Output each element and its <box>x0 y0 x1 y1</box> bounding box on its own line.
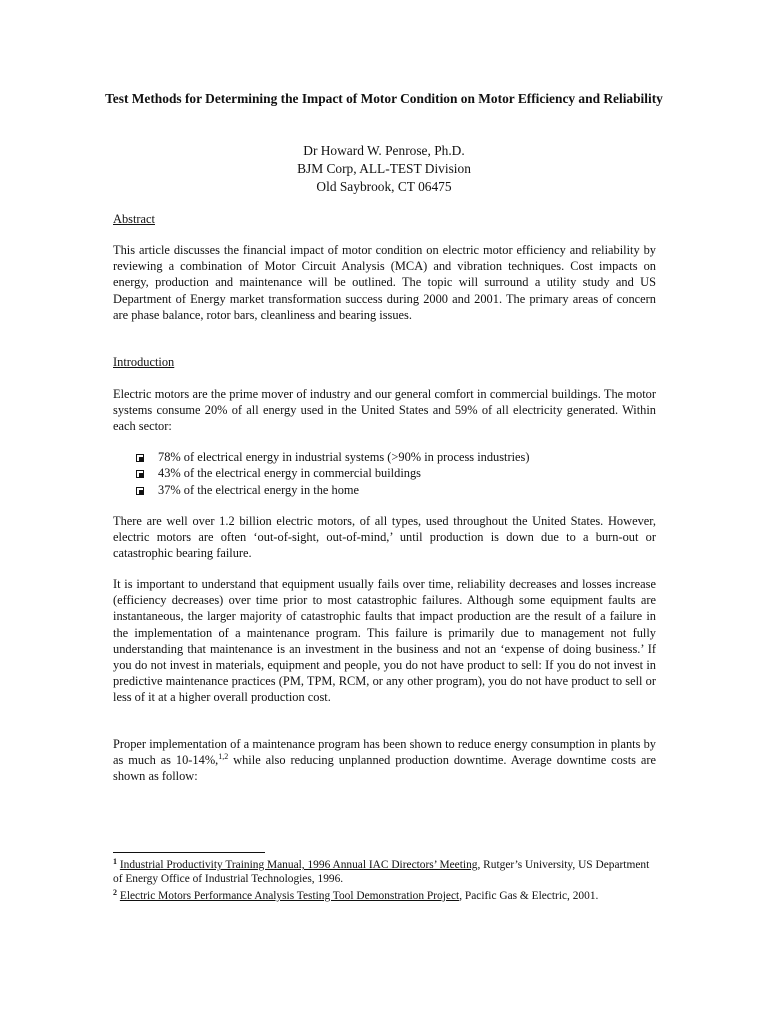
footnote-divider <box>113 852 265 853</box>
list-item: 78% of electrical energy in industrial systems (>90% in process industries) <box>136 449 530 465</box>
square-bullet-icon <box>136 454 144 462</box>
intro-paragraph-4: Proper implementation of a maintenance program has been shown to reduce energy consumption in plants by as much as 10-14%,$^{1,2}$ while also reducing unplanned production downtime. Average downtime costs are shown as follow: <box>113 737 656 784</box>
footnote-2: $^2$ Electric Motors Performance Analysis Testing Tool Demonstration Project, Pacific Gas & Electric, 2001. <box>113 888 599 902</box>
footnote-1: $^1$ Industrial Productivity Training Manual, 1996 Annual IAC Directors’ Meeting, Rutger’s University, US Department of Energy Office of Industrial Technologies, 1996. <box>113 857 650 886</box>
footnote-reference: 1,2 <box>218 752 229 762</box>
introduction-heading: Introduction <box>113 355 175 369</box>
paper-title: Test Methods for Determining the Impact of Motor Condition on Motor Efficiency and Reliability <box>105 91 663 106</box>
author-location: Old Saybrook, CT 06475 <box>316 179 452 194</box>
intro-paragraph-2: There are well over 1.2 billion electric motors, of all types, used throughout the United States. However, electric motors are often ‘out-of-sight, out-of-mind,’ until production is down due to a burn-out or catastrophic bearing failure. <box>113 514 656 561</box>
author-name: Dr Howard W. Penrose, Ph.D. <box>303 143 465 158</box>
sector-bullet-list <box>136 449 530 498</box>
intro-paragraph-1: Electric motors are the prime mover of industry and our general comfort in commercial buildings. The motor systems consume 20% of all energy used in the United States and 59% of all electricity generated. Within each sector: <box>113 387 656 434</box>
author-organization: BJM Corp, ALL-TEST Division <box>297 161 471 176</box>
abstract-heading: Abstract <box>113 212 155 226</box>
author-block <box>100 142 668 196</box>
list-item: 43% of the electrical energy in commercial buildings <box>136 465 530 481</box>
abstract-paragraph: This article discusses the financial impact of motor condition on electric motor efficiency and reliability by reviewing a combination of Motor Circuit Analysis (MCA) and vibration techniques. Cost impacts on energy, production and maintenance will be outlined. The topic will surround a utility study and US Department of Energy market transformation success during 2000 and 2001. The primary areas of concern are phase balance, rotor bars, cleanliness and bearing issues. <box>113 243 656 322</box>
square-bullet-icon <box>136 487 144 495</box>
list-item: 37% of the electrical energy in the home <box>136 482 530 498</box>
square-bullet-icon <box>136 470 144 478</box>
intro-paragraph-3: It is important to understand that equipment usually fails over time, reliability decreases and losses increase (efficiency decreases) over time prior to most catastrophic failures. Although some equipment faults are instantaneous, the larger majority of catastrophic faults that impact production are the result of a failure in the implementation of a maintenance program. This failure is primarily due to management not fully understanding that maintenance is an investment in the business and not an ‘expense of doing business.’ If you do not invest in materials, equipment and people, you do not have product to sell: If you do not invest in predictive maintenance practices (PM, TPM, RCM, or any other program), you do not have product to sell or less of it at a higher overall production cost. <box>113 577 656 705</box>
